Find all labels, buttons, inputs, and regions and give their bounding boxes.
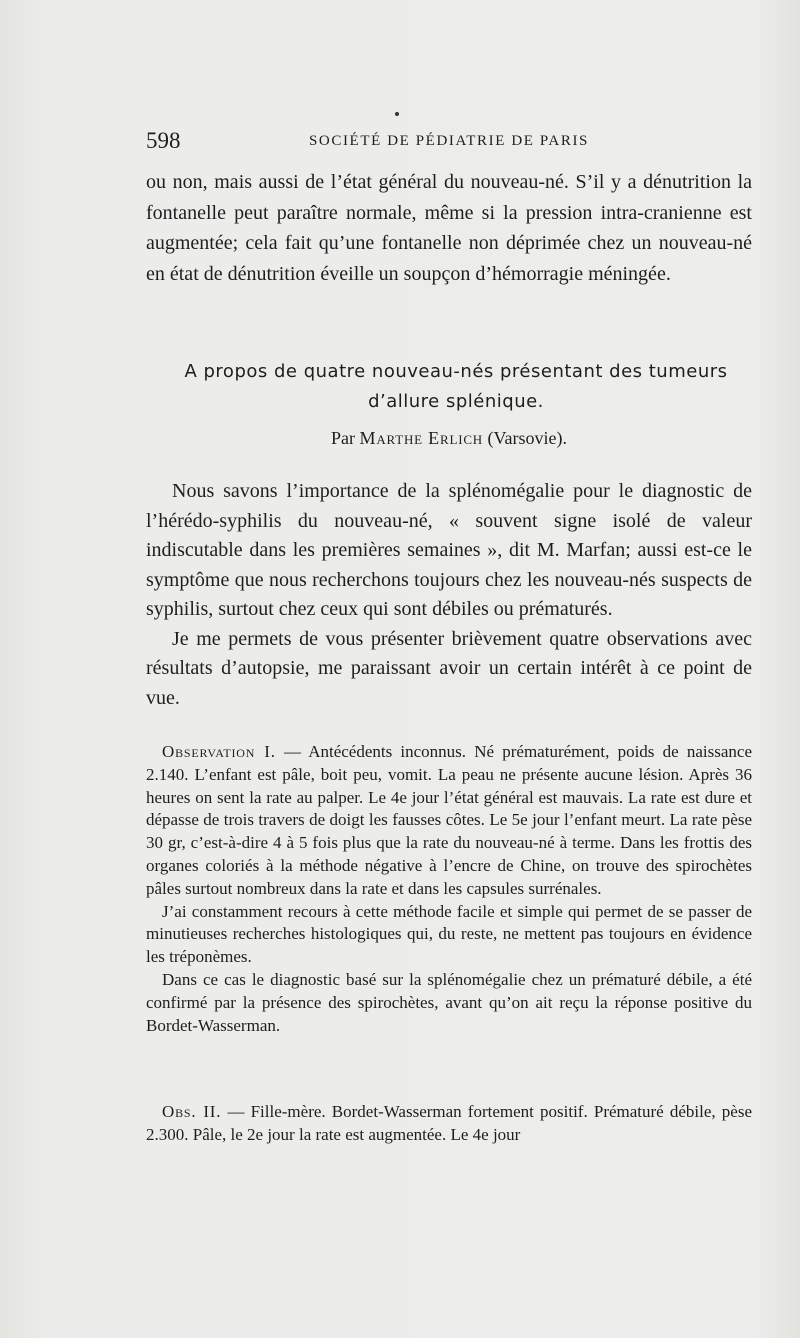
running-title: SOCIÉTÉ DE PÉDIATRIE DE PARIS bbox=[308, 133, 590, 149]
body-paragraph-1: Nous savons l’importance de la splénomégalie pour le diagnostic de l’hérédo-syphilis du nouveau-né, « souvent signe isolé de valeur indiscutable dans les premières semaines », dit M. Marfan; aussi est-ce le symptôme que nous recherchons toujours chez les nouveau-nés suspects de syphilis, surtout chez ceux qui sont débiles ou prématurés. bbox=[146, 480, 752, 620]
intro-paragraph: ou non, mais aussi de l’état général du nouveau-né. S’il y a dénutrition la fontanelle peut paraître normale, même si la pression intra-cranienne est augmentée; cela fait qu’une fontanelle non déprimée chez un nouveau-né en état de dénutrition éveille un soupçon d’hémorragie méningée. bbox=[146, 171, 752, 285]
observation-1-label: Observation I. bbox=[162, 742, 276, 761]
observation-1-paragraph-2: J’ai constamment recours à cette méthode facile et simple qui permet de se passer de minutieuses recherches histologiques qui, du reste, ne mettent pas toujours en évidence les tréponèmes. bbox=[146, 901, 752, 967]
observation-1-paragraph-1 bbox=[146, 741, 752, 901]
observation-1 bbox=[146, 741, 752, 1037]
page-header bbox=[146, 128, 752, 158]
byline-prefix: Par bbox=[331, 428, 356, 448]
observation-1-paragraph-3: Dans ce cas le diagnostic basé sur la splénomégalie chez un prématuré débile, a été confirmé par la présence des spirochètes, avant qu’on ait reçu la réponse positive du Bordet-Wasserman. bbox=[146, 969, 752, 1035]
body-paragraph-2: Je me permets de vous présenter brièvement quatre observations avec résultats d’autopsie, me paraissant avoir un certain intérêt à ce point de vue. bbox=[146, 627, 752, 709]
article-byline bbox=[146, 428, 752, 449]
observation-2 bbox=[146, 1100, 752, 1146]
observation-1-text: — Antécédents inconnus. Né prématurément, poids de naissance 2.140. L’enfant est pâle, boit peu, vomit. La peau ne présente aucune lésion. Après 36 heures on sent la rate au palper. Le 4e jour l’état général est mauvais. La rate est dure et dépasse de trois travers de doigt les fausses côtes. Le 5e jour l’enfant meurt. La rate pèse 30 gr, c’est-à-dire 4 à 5 fois plus que la rate du nouveau-né à terme. Dans les frottis des organes coloriés à la méthode négative à l’encre de Chine, on trouve des spirochètes pâles surtout nombreux dans la rate et dans les capsules surrénales. bbox=[146, 742, 752, 898]
page-number: 598 bbox=[146, 128, 181, 153]
article-body bbox=[146, 477, 752, 713]
article-title bbox=[146, 357, 766, 417]
article-title-line-2: d’allure splénique. bbox=[368, 391, 544, 412]
author-name: Marthe Erlich bbox=[359, 428, 483, 448]
observation-2-text: — Fille-mère. Bordet-Wasserman fortement positif. Prématuré débile, pèse 2.300. Pâle, le 2e jour la rate est augmentée. Le 4e jour bbox=[146, 1102, 752, 1144]
author-location: (Varsovie). bbox=[487, 428, 567, 448]
print-mark bbox=[395, 112, 399, 116]
intro-section bbox=[146, 167, 752, 289]
article-title-line-1: A propos de quatre nouveau-nés présentant des tumeurs bbox=[184, 361, 728, 382]
observation-2-label: Obs. II. bbox=[162, 1102, 222, 1121]
observation-2-paragraph bbox=[146, 1100, 752, 1146]
